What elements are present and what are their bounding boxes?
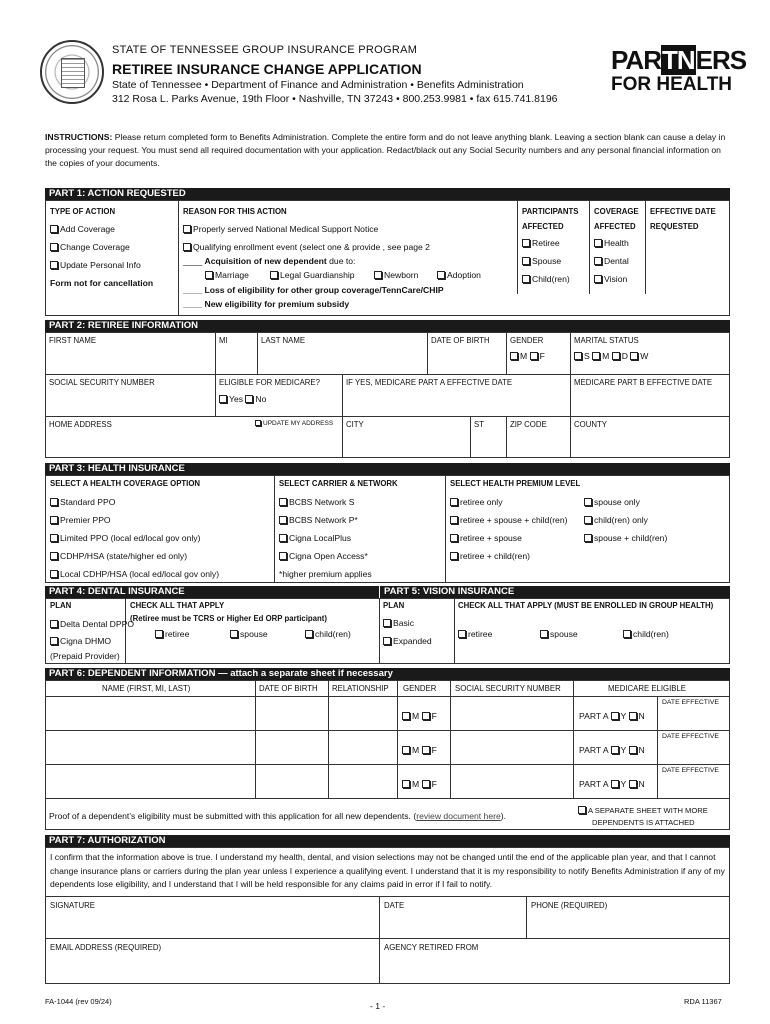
checkbox-icon[interactable] (279, 498, 287, 506)
checkbox-icon[interactable] (584, 498, 592, 506)
checkbox-icon[interactable] (574, 352, 582, 360)
dep2-part-a[interactable]: PART A Y N (579, 745, 645, 755)
dental-spouse[interactable]: spouse (230, 629, 268, 639)
update-address-option[interactable]: UPDATE MY ADDRESS (255, 420, 333, 427)
checkbox-icon[interactable] (422, 780, 430, 788)
checkbox-icon[interactable] (612, 352, 620, 360)
level-retiree-children[interactable]: retiree + child(ren) (450, 551, 530, 561)
part5-header: PART 5: VISION INSURANCE (380, 586, 730, 598)
newborn-option[interactable]: Newborn (374, 270, 418, 280)
premium-level-header: SELECT HEALTH PREMIUM LEVEL (450, 479, 581, 488)
eligible-medicare-label: ELIGIBLE FOR MEDICARE? (219, 378, 320, 387)
checkbox-icon[interactable] (594, 257, 602, 265)
gender-options[interactable]: M F (510, 351, 545, 361)
checkbox-icon[interactable] (50, 261, 58, 269)
for-health-logo: FOR HEALTH (611, 74, 733, 95)
checkbox-icon[interactable] (270, 271, 278, 279)
part7-header: PART 7: AUTHORIZATION (45, 835, 730, 847)
dental-plan-label: PLAN (50, 601, 72, 610)
part3-header: PART 3: HEALTH INSURANCE (45, 463, 730, 475)
email-label: EMAIL ADDRESS (REQUIRED) (50, 943, 162, 952)
dep1-date-effective: DATE EFFECTIVE (662, 699, 719, 706)
checkbox-icon[interactable] (522, 239, 530, 247)
checkbox-icon[interactable] (437, 271, 445, 279)
dep-dob-header: DATE OF BIRTH (259, 684, 318, 693)
checkbox-icon[interactable] (245, 395, 253, 403)
participants-header: PARTICIPANTS (522, 207, 579, 216)
vision-retiree[interactable]: retiree (458, 629, 492, 639)
checkbox-icon[interactable] (219, 395, 227, 403)
dep3-date-effective: DATE EFFECTIVE (662, 767, 719, 774)
checkbox-icon[interactable] (540, 630, 548, 638)
type-of-action-header: TYPE OF ACTION (50, 207, 116, 216)
coverage-health[interactable]: Health (594, 238, 629, 248)
signature-label: SIGNATURE (50, 901, 95, 910)
dep-name-header: NAME (FIRST, MI, LAST) (102, 684, 191, 693)
option-cdhp[interactable]: CDHP/HSA (state/higher ed only) (50, 551, 187, 561)
vision-children[interactable]: child(ren) (623, 629, 669, 639)
coverage-option-header: SELECT A HEALTH COVERAGE OPTION (50, 479, 201, 488)
part2-header: PART 2: RETIREE INFORMATION (45, 320, 730, 332)
mi-label: MI (219, 336, 228, 345)
update-info-option[interactable]: Update Personal Info (50, 260, 141, 270)
checkbox-icon[interactable] (279, 516, 287, 524)
gender-label: GENDER (510, 336, 544, 345)
prepaid-provider: (Prepaid Provider) (50, 651, 120, 661)
checkbox-icon[interactable] (611, 746, 619, 754)
dep-ssn-header: SOCIAL SECURITY NUMBER (455, 684, 561, 693)
carrier-bcbs-s[interactable]: BCBS Network S (279, 497, 354, 507)
checkbox-icon[interactable] (530, 352, 538, 360)
checkbox-icon[interactable] (611, 712, 619, 720)
marital-options[interactable]: S M D W (574, 351, 648, 361)
reason-new-dependent: ____ Acquisition of new dependent due to: (183, 256, 356, 266)
option-standard-ppo[interactable]: Standard PPO (50, 497, 115, 507)
checkbox-icon[interactable] (50, 637, 58, 645)
separate-sheet-option[interactable]: A SEPARATE SHEET WITH MORE (578, 806, 708, 815)
last-name-label: LAST NAME (261, 336, 306, 345)
zip-label: ZIP CODE (510, 420, 547, 429)
vision-basic[interactable]: Basic (383, 618, 414, 628)
dep-gender-header: GENDER (403, 684, 437, 693)
form-number: FA-1044 (rev 09/24) (45, 997, 112, 1006)
checkbox-icon[interactable] (629, 780, 637, 788)
checkbox-icon[interactable] (510, 352, 518, 360)
checkbox-icon[interactable] (279, 534, 287, 542)
marriage-option[interactable]: Marriage (205, 270, 249, 280)
not-cancellation-note: Form not for cancellation (50, 278, 154, 288)
checkbox-icon[interactable] (305, 630, 313, 638)
vision-check-label: CHECK ALL THAT APPLY (MUST BE ENROLLED IN GROUP HEALTH) (458, 601, 714, 610)
change-coverage-option[interactable]: Change Coverage (50, 242, 130, 252)
dental-dhmo[interactable]: Cigna DHMO (50, 636, 111, 646)
medicare-yes-no[interactable]: Yes No (219, 394, 266, 404)
dob-label: DATE OF BIRTH (431, 336, 490, 345)
dental-retiree[interactable]: retiree (155, 629, 189, 639)
reason-nmsn[interactable]: Properly served National Medical Support Notice (183, 224, 378, 234)
checkbox-icon[interactable] (50, 570, 58, 578)
option-limited-ppo[interactable]: Limited PPO (local ed/local gov only) (50, 533, 200, 543)
separate-sheet-line2: DEPENDENTS IS ATTACHED (592, 818, 695, 827)
dental-children[interactable]: child(ren) (305, 629, 351, 639)
checkbox-icon[interactable] (450, 552, 458, 560)
checkbox-icon[interactable] (594, 239, 602, 247)
checkbox-icon[interactable] (205, 271, 213, 279)
coverage-header-2: AFFECTED (594, 222, 636, 231)
dental-check-label: CHECK ALL THAT APPLY (130, 601, 225, 610)
checkbox-icon[interactable] (592, 352, 600, 360)
agency-label: AGENCY RETIRED FROM (384, 943, 479, 952)
participant-children[interactable]: Child(ren) (522, 274, 570, 284)
proof-note: Proof of a dependent’s eligibility must be submitted with this application for all new dependents. (review document here). (49, 811, 507, 821)
program-name: STATE OF TENNESSEE GROUP INSURANCE PROGRAM (112, 44, 418, 56)
part3-frame (45, 475, 730, 583)
checkbox-icon[interactable] (279, 552, 287, 560)
option-local-cdhp[interactable]: Local CDHP/HSA (local ed/local gov only) (50, 569, 219, 579)
checkbox-icon[interactable] (183, 243, 191, 251)
checkbox-icon[interactable] (458, 630, 466, 638)
carrier-cigna-local[interactable]: Cigna LocalPlus (279, 533, 351, 543)
level-spouse-children[interactable]: spouse + child(ren) (584, 533, 667, 543)
part6-header: PART 6: DEPENDENT INFORMATION — attach a separate sheet if necessary (45, 668, 730, 680)
dep-medicare-header: MEDICARE ELIGIBLE (608, 684, 686, 693)
dep3-gender[interactable]: M F (402, 779, 437, 789)
form-title: RETIREE INSURANCE CHANGE APPLICATION (112, 61, 422, 77)
state-seal-icon (40, 40, 104, 104)
checkbox-icon[interactable] (584, 534, 592, 542)
dental-note: (Retiree must be TCRS or Higher Ed ORP participant) (130, 614, 327, 623)
st-label: ST (474, 420, 484, 429)
dep1-part-a[interactable]: PART A Y N (579, 711, 645, 721)
reason-premium-subsidy: ____ New eligibility for premium subsidy (183, 299, 350, 309)
checkbox-icon[interactable] (522, 275, 530, 283)
vision-plan-label: PLAN (383, 601, 405, 610)
participant-spouse[interactable]: Spouse (522, 256, 561, 266)
department-line: State of Tennessee • Department of Finance and Administration • Benefits Administration (112, 79, 524, 91)
carrier-header: SELECT CARRIER & NETWORK (279, 479, 398, 488)
marital-label: MARITAL STATUS (574, 336, 639, 345)
dep2-gender[interactable]: M F (402, 745, 437, 755)
guardianship-option[interactable]: Legal Guardianship (270, 270, 355, 280)
part-a-date-label: IF YES, MEDICARE PART A EFFECTIVE DATE (346, 378, 513, 387)
authorization-text: I confirm that the information above is true. I understand my health, dental, and vision selections may not be changed until the end of the applicable plan year, and that I cannot change insurance plans or carriers during the plan year unless I experience a qualifying event. I understand that it is my responsibility to notify Benefits Administration if any of my dependents lose eligibility, and I understand that I will be held responsible for any claims paid in error if I fail to notify. (50, 852, 725, 889)
checkbox-icon[interactable] (402, 746, 410, 754)
checkbox-icon[interactable] (422, 746, 430, 754)
home-address-label: HOME ADDRESS (49, 420, 112, 429)
dental-dppo[interactable]: Delta Dental DPPO (50, 619, 134, 629)
level-retiree-only[interactable]: retiree only (450, 497, 503, 507)
coverage-dental[interactable]: Dental (594, 256, 629, 266)
option-premier-ppo[interactable]: Premier PPO (50, 515, 111, 525)
checkbox-icon[interactable] (383, 619, 391, 627)
reason-header: REASON FOR THIS ACTION (183, 207, 287, 216)
vision-expanded[interactable]: Expanded (383, 636, 432, 646)
checkbox-icon[interactable] (450, 498, 458, 506)
effective-date-header: EFFECTIVE DATE (650, 207, 716, 216)
phone-label: PHONE (REQUIRED) (531, 901, 608, 910)
page-number: - 1 - (370, 1001, 386, 1011)
part1-header: PART 1: ACTION REQUESTED (45, 188, 730, 200)
city-label: CITY (346, 420, 364, 429)
checkbox-icon[interactable] (450, 516, 458, 524)
participants-header-2: AFFECTED (522, 222, 564, 231)
checkbox-icon[interactable] (50, 225, 58, 233)
checkbox-icon[interactable] (50, 498, 58, 506)
checkbox-icon[interactable] (402, 712, 410, 720)
checkbox-icon[interactable] (50, 243, 58, 251)
checkbox-icon[interactable] (623, 630, 631, 638)
review-document-link[interactable]: review document here (416, 811, 501, 821)
level-spouse-only[interactable]: spouse only (584, 497, 640, 507)
reason-loss-eligibility: ____ Loss of eligibility for other group coverage/TennCare/CHIP (183, 285, 444, 295)
checkbox-icon[interactable] (50, 620, 58, 628)
checkbox-icon[interactable] (578, 806, 586, 814)
checkbox-icon[interactable] (594, 275, 602, 283)
checkbox-icon[interactable] (230, 630, 238, 638)
part-b-date-label: MEDICARE PART B EFFECTIVE DATE (574, 378, 713, 387)
checkbox-icon[interactable] (155, 630, 163, 638)
instructions: INSTRUCTIONS: Please return completed form to Benefits Administration. Complete the entire form and do not leave anything blank. Leaving a section blank can cause a delay in processing your request. You must send all required documentation with your application. Redact/black out any Social Security numbers and any personal financial information on the copies of your documents. (45, 132, 726, 168)
participant-retiree[interactable]: Retiree (522, 238, 560, 248)
address-line: 312 Rosa L. Parks Avenue, 19th Floor • Nashville, TN 37243 • 800.253.9981 • fax 615.741.8196 (112, 93, 558, 105)
part4-header: PART 4: DENTAL INSURANCE (45, 586, 379, 598)
level-family[interactable]: retiree + spouse + child(ren) (450, 515, 567, 525)
checkbox-icon[interactable] (422, 712, 430, 720)
premium-note: *higher premium applies (279, 569, 372, 579)
carrier-bcbs-p[interactable]: BCBS Network P* (279, 515, 358, 525)
reason-qualifying-event[interactable]: Qualifying enrollment event (select one & provide , see page 2 (183, 242, 430, 252)
vision-spouse[interactable]: spouse (540, 629, 578, 639)
add-coverage-option[interactable]: Add Coverage (50, 224, 115, 234)
checkbox-icon[interactable] (522, 257, 530, 265)
dep2-date-effective: DATE EFFECTIVE (662, 733, 719, 740)
dep-relationship-header: RELATIONSHIP (332, 684, 389, 693)
checkbox-icon[interactable] (611, 780, 619, 788)
checkbox-icon[interactable] (450, 534, 458, 542)
checkbox-icon[interactable] (374, 271, 382, 279)
checkbox-icon[interactable] (50, 516, 58, 524)
checkbox-icon[interactable] (183, 225, 191, 233)
coverage-vision[interactable]: Vision (594, 274, 627, 284)
coverage-header: COVERAGE (594, 207, 639, 216)
checkbox-icon[interactable] (383, 637, 391, 645)
date-label: DATE (384, 901, 405, 910)
checkbox-icon[interactable] (50, 552, 58, 560)
adoption-option[interactable]: Adoption (437, 270, 481, 280)
checkbox-icon[interactable] (630, 352, 638, 360)
level-retiree-spouse[interactable]: retiree + spouse (450, 533, 522, 543)
effective-date-header-2: REQUESTED (650, 222, 699, 231)
county-label: COUNTY (574, 420, 607, 429)
first-name-label: FIRST NAME (49, 336, 97, 345)
partners-logo: PARTNERS (611, 45, 747, 75)
checkbox-icon[interactable] (402, 780, 410, 788)
checkbox-icon[interactable] (629, 712, 637, 720)
carrier-cigna-open[interactable]: Cigna Open Access* (279, 551, 368, 561)
level-children-only[interactable]: child(ren) only (584, 515, 648, 525)
dep1-gender[interactable]: M F (402, 711, 437, 721)
checkbox-icon[interactable] (584, 516, 592, 524)
dep3-part-a[interactable]: PART A Y N (579, 779, 645, 789)
ssn-label: SOCIAL SECURITY NUMBER (49, 378, 155, 387)
checkbox-icon[interactable] (255, 420, 261, 426)
rda-code: RDA 11367 (684, 997, 722, 1006)
checkbox-icon[interactable] (629, 746, 637, 754)
checkbox-icon[interactable] (50, 534, 58, 542)
